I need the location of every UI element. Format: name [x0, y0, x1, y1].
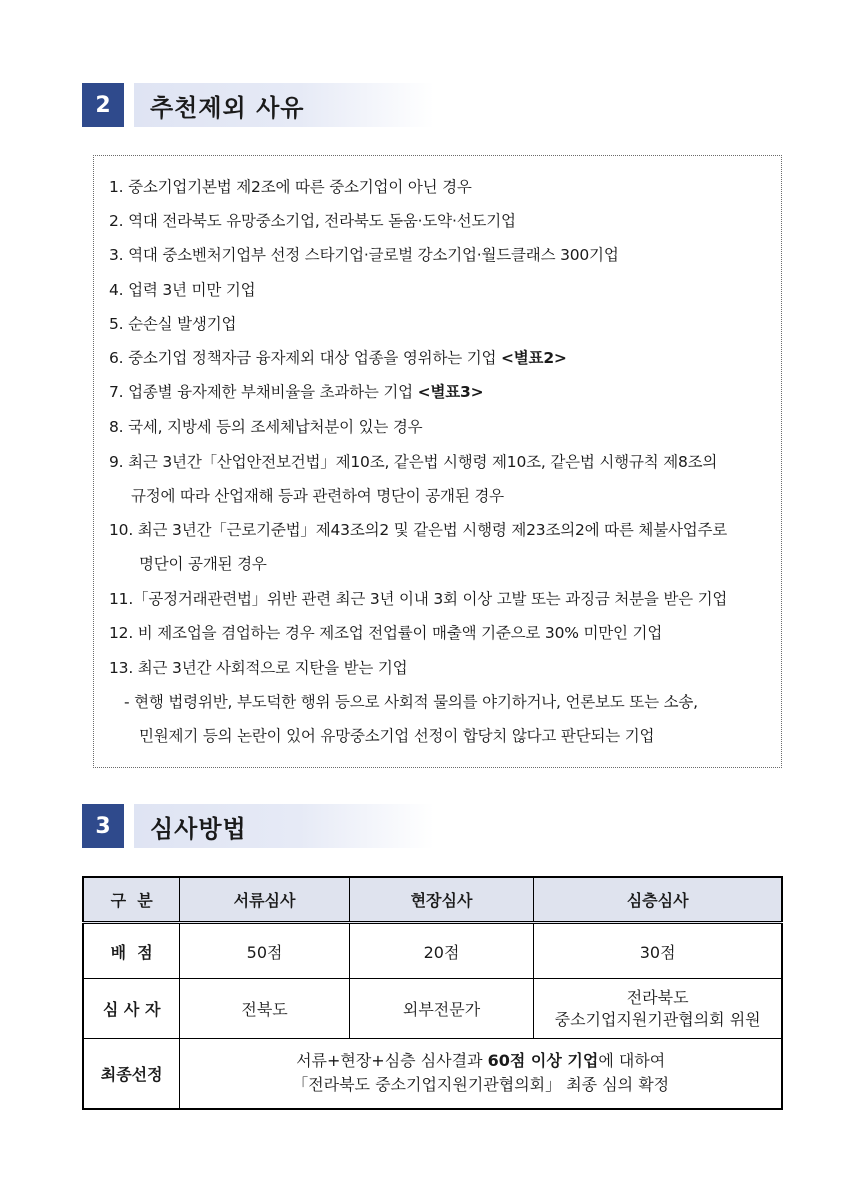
list-item [109, 346, 567, 368]
list-item-continuation: 명단이 공개된 경우 [139, 555, 267, 573]
sub-item-continuation: 민원제기 등의 논란이 있어 유망중소기업 선정이 합당치 않다고 판단되는 기업 [139, 727, 655, 745]
row-label-judges: 심 사 자 [83, 979, 180, 1039]
final-selection-desc [180, 1039, 782, 1109]
list-item: 8. 국세, 지방세 등의 조세체납처분이 있는 경우 [109, 418, 423, 436]
appendix-ref: <별표2> [501, 349, 567, 367]
score-site: 20점 [349, 923, 533, 979]
list-item: 9. 최근 3년간「산업안전보건법」제10조, 같은법 시행령 제10조, 같은법 시행규칙 제8조의 [109, 453, 718, 471]
final-desc-text: 서류+현장+심층 심사결과 [296, 1051, 488, 1071]
judge-in-depth [534, 979, 782, 1039]
section-2-header [82, 83, 434, 127]
score-document: 50점 [180, 923, 349, 979]
list-item-text: 6. 중소기업 정책자금 융자제외 대상 업종을 영위하는 기업 [109, 349, 501, 367]
list-item: 3. 역대 중소벤처기업부 선정 스타기업·글로벌 강소기업·월드클래스 300기업 [109, 246, 619, 264]
list-item: 2. 역대 전라북도 유망중소기업, 전라북도 돋움·도약·선도기업 [109, 212, 516, 230]
section-3-header [82, 804, 434, 848]
list-item [109, 380, 483, 402]
final-desc-text: 에 대하여 [598, 1051, 666, 1071]
evaluation-method-table [82, 876, 783, 1110]
list-item: 4. 업력 3년 미만 기업 [109, 281, 256, 299]
section-2-title: 추천제외 사유 [134, 83, 434, 127]
header-site-review: 현장심사 [349, 877, 533, 923]
header-category: 구 분 [83, 877, 180, 923]
list-item: 10. 최근 3년간「근로기준법」제43조의2 및 같은법 시행령 제23조의2에 따른 체불사업주로 [109, 521, 728, 539]
list-item: 13. 최근 3년간 사회적으로 지탄을 받는 기업 [109, 659, 408, 677]
section-3-number: 3 [82, 804, 124, 848]
table-header-row [83, 877, 782, 923]
judge-in-depth-line2: 중소기업지원기관협의회 위원 [554, 1009, 761, 1029]
header-in-depth-review: 심층심사 [534, 877, 782, 923]
list-item: 11.「공정거래관련법」위반 관련 최근 3년 이내 3회 이상 고발 또는 과징금 처분을 받은 기업 [109, 590, 728, 608]
judge-site: 외부전문가 [349, 979, 533, 1039]
table-row-score [83, 923, 782, 979]
judge-in-depth-line1: 전라북도 [626, 987, 689, 1007]
sub-item: - 현행 법령위반, 부도덕한 행위 등으로 사회적 물의를 야기하거나, 언론보도 또는 소송, [124, 693, 698, 711]
final-desc-line2: 「전라북도 중소기업지원기관협의회」 최종 심의 확정 [292, 1075, 670, 1095]
list-item: 5. 순손실 발생기업 [109, 315, 237, 333]
list-item: 12. 비 제조업을 겸업하는 경우 제조업 전업률이 매출액 기준으로 30% 미만인 기업 [109, 624, 663, 642]
score-in-depth: 30점 [534, 923, 782, 979]
list-item-text: 7. 업종별 융자제한 부채비율을 초과하는 기업 [109, 383, 418, 401]
section-2-number: 2 [82, 83, 124, 127]
section-3-title: 심사방법 [134, 804, 434, 848]
appendix-ref: <별표3> [417, 383, 484, 401]
row-label-score: 배 점 [83, 923, 180, 979]
judge-document: 전북도 [180, 979, 349, 1039]
list-item: 1. 중소기업기본법 제2조에 따른 중소기업이 아닌 경우 [109, 178, 472, 196]
table-row-final [83, 1039, 782, 1109]
table-row-judges [83, 979, 782, 1039]
final-desc-line1 [180, 1049, 781, 1073]
final-desc-threshold: 60점 이상 기업 [487, 1051, 599, 1071]
header-document-review: 서류심사 [180, 877, 349, 923]
row-label-final: 최종선정 [83, 1039, 180, 1109]
list-item-continuation: 규정에 따라 산업재해 등과 관련하여 명단이 공개된 경우 [131, 487, 504, 505]
